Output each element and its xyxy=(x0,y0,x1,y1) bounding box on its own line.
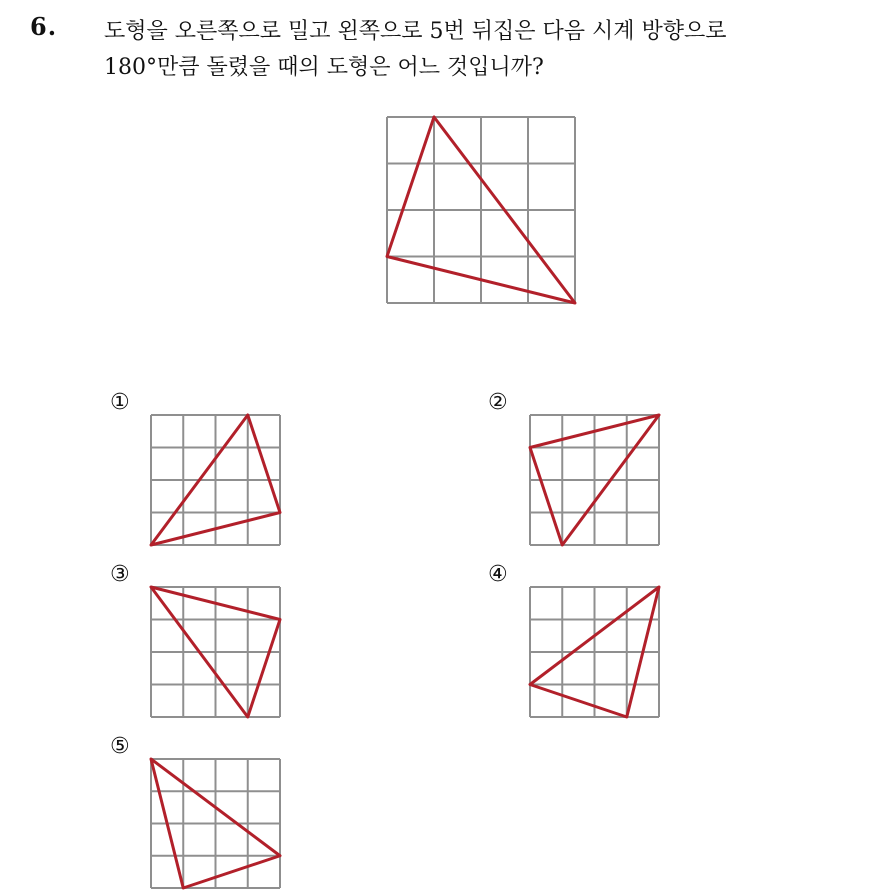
choice-5-label[interactable]: ⑤ xyxy=(110,734,130,759)
choice-2-label[interactable]: ② xyxy=(488,390,508,415)
grid-lines xyxy=(151,587,280,717)
choice-4-figure[interactable] xyxy=(530,587,659,717)
choice-2-figure[interactable] xyxy=(530,415,659,545)
main-figure-grid xyxy=(387,117,575,303)
choice-3-figure[interactable] xyxy=(151,587,280,717)
choice-3-label[interactable]: ③ xyxy=(110,562,130,587)
grid-lines xyxy=(151,415,280,545)
choice-1-figure[interactable] xyxy=(151,415,280,545)
question-line-1: 도형을 오른쪽으로 밀고 왼쪽으로 5번 뒤집은 다음 시계 방향으로 xyxy=(104,19,727,44)
grid-lines xyxy=(387,117,575,303)
grid-lines xyxy=(151,759,280,888)
question-line-2: 180°만큼 돌렸을 때의 도형은 어느 것입니까? xyxy=(104,55,544,80)
question-number: 6. xyxy=(30,12,58,41)
choice-1-label[interactable]: ① xyxy=(110,390,130,415)
question-text xyxy=(104,14,874,86)
choice-4-label[interactable]: ④ xyxy=(488,562,508,587)
choice-5-figure[interactable] xyxy=(151,759,280,888)
grid-lines xyxy=(530,415,659,545)
grid-lines xyxy=(530,587,659,717)
